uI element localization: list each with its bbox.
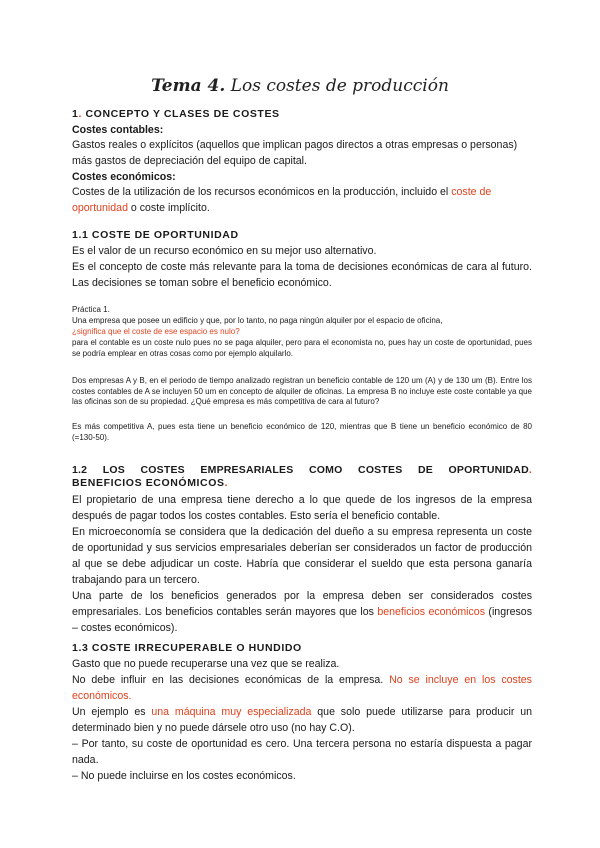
- section-1-1-line2: Es el concepto de coste más relevante para la toma de decisiones económicas de cara al futuro. Las decisiones se toman sobre el beneficio económico.: [72, 261, 532, 289]
- practica-answer2: Es más competitiva A, pues esta tiene un beneficio económico de 120, mientras que B tiene un beneficio económico de 80 (=130-50).: [72, 422, 532, 442]
- section-1-3-l5: – No puede incluirse en los costes económicos.: [72, 770, 296, 782]
- section-1-1-line1: Es el valor de un recurso económico en su mejor uso alternativo.: [72, 245, 377, 257]
- practica-question: ¿significa que el coste de ese espacio es nulo?: [72, 327, 240, 336]
- practica-label: Práctica 1.: [72, 305, 110, 314]
- practica-p2: Dos empresas A y B, en el periodo de tiempo analizado registran un beneficio contable de 120 um (A) y de 130 um (B). Entre los costes contables de A se incluyen 50 um en concepto de alquiler de oficinas. La empresa B no incluye este coste contable ya que las oficinas son de su propiedad. ¿Qué empresa es más competitiva de cara al futuro?: [72, 376, 532, 406]
- no-se-incluye-highlight: No se incluye en los costes económicos: [72, 674, 532, 702]
- page-title: [0, 76, 600, 96]
- section-1-separator: .: [78, 108, 86, 120]
- section-1-3-heading: 1.3 COSTE IRRECUPERABLE O HUNDIDO: [72, 642, 302, 654]
- section-1-2-heading-line2: BENEFICIOS ECONÓMICOS.: [72, 477, 229, 489]
- costes-economicos-text: Costes de la utilización de los recursos económicos en la producción, incluido el coste de oportunidad o coste implícito.: [72, 186, 492, 214]
- title-rest: Los costes de producción: [225, 76, 449, 96]
- section-1-2-p1: El propietario de una empresa tiene derecho a lo que quede de los ingresos de la empresa después de pagar todos los costes contables. Esto sería el beneficio contable.: [72, 494, 532, 522]
- section-1-3-l4: – Por tanto, su coste de oportunidad es cero. Una tercera persona no estaría dispuesta a pagar nada.: [72, 738, 532, 766]
- section-1-title: CONCEPTO Y CLASES DE COSTES: [85, 108, 280, 120]
- maquina-highlight: una máquina muy especializada: [151, 706, 312, 718]
- section-1-1-heading: 1.1 COSTE DE OPORTUNIDAD: [72, 229, 239, 241]
- section-1-3-l2: No debe influir en las decisiones económicas de la empresa. No se incluye en los costes económicos.: [72, 674, 532, 702]
- section-1-2-heading-line1: 1.2 LOS COSTES EMPRESARIALES COMO COSTES DE OPORTUNIDAD.: [72, 464, 532, 476]
- coste-oportunidad-highlight: coste de oportunidad: [72, 186, 492, 214]
- section-1-number: 1: [72, 108, 79, 120]
- section-1-2-p2: En microeconomía se considera que la dedicación del dueño a su empresa representa un coste de oportunidad y sus servicios empresariales deberían ser considerados un factor de producción al que se debe adjudicar un coste. Habría que considerar el sueldo que esta persona ganaría trabajando para un tercero.: [72, 526, 532, 586]
- section-1-heading: [72, 108, 280, 120]
- section-1-3-l1: Gasto que no puede recuperarse una vez que se realiza.: [72, 658, 340, 670]
- beneficios-economicos-highlight: beneficios económicos: [377, 606, 485, 618]
- section-1-3-l3: Un ejemplo es una máquina muy especializada que solo puede utilizarse para producir un determinado bien y no puede dársele otro uso (no hay C.O).: [72, 706, 532, 734]
- costes-economicos-label: Costes económicos:: [72, 171, 176, 183]
- practica-p1: Una empresa que posee un edificio y que, por lo tanto, no paga ningún alquiler por el espacio de oficina,: [72, 316, 443, 325]
- costes-contables-label: Costes contables:: [72, 124, 164, 136]
- title-bold: Tema 4.: [151, 76, 226, 96]
- costes-contables-text: Gastos reales o explícitos (aquellos que implican pagos directos a otras empresas o personas) más gastos de depreciación del equipo de capital.: [72, 139, 518, 167]
- practica-answer1: para el contable es un coste nulo pues no se paga alquiler, pero para el economista no, pues hay un coste de oportunidad, pues se podría emplear en otras cosas como por ejemplo alquilarlo.: [72, 338, 532, 358]
- section-1-2-p3: Una parte de los beneficios generados por la empresa deben ser considerados costes empresariales. Los beneficios contables serán mayores que los beneficios económicos (ingresos – costes económicos).: [72, 590, 532, 634]
